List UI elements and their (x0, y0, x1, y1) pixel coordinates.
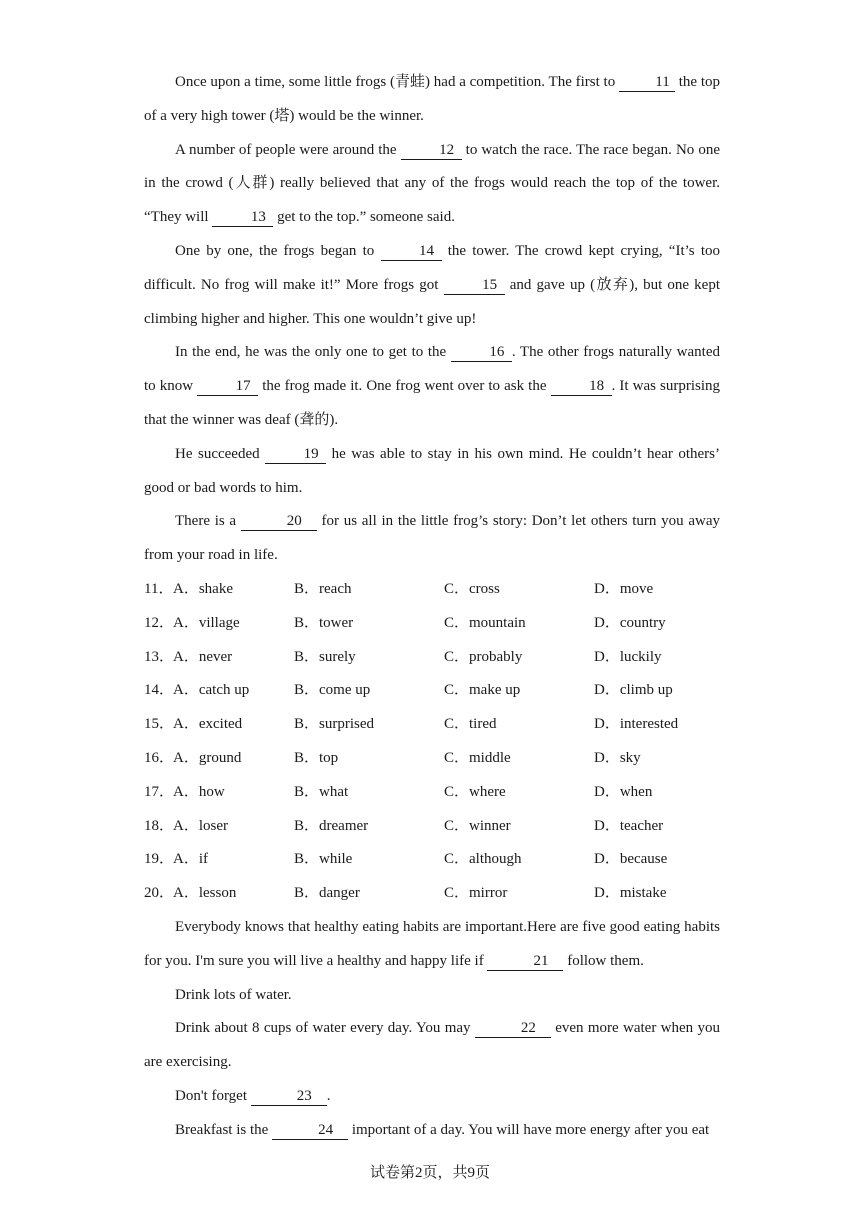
passage2-paragraph-3: Drink about 8 cups of water every day. You may 22 even more water when you are exercising. (144, 1020, 721, 1071)
blank-18[interactable]: 18 (551, 378, 612, 396)
passage1-paragraph-2: A number of people were around the 12 to watch the race. The race began. No one in the crowd (人群) really believed that any of the frogs would reach the top of the tower. “They will 13 get to the top.” someone said. (144, 141, 720, 226)
question-number: 18． (144, 817, 175, 834)
page-footer: 试卷第2页，共9页 (369, 1165, 490, 1181)
option-d[interactable]: D．luckily (594, 648, 662, 665)
option-b[interactable]: B．surprised (294, 716, 374, 733)
option-a[interactable]: A．if (173, 851, 208, 868)
option-a[interactable]: A．lesson (173, 885, 237, 902)
blank-16[interactable]: 16 (451, 344, 512, 362)
option-a[interactable]: A．shake (173, 580, 233, 597)
option-d[interactable]: D．country (594, 614, 666, 631)
blank-19[interactable]: 19 (265, 446, 326, 464)
option-b[interactable]: B．while (294, 851, 353, 868)
option-b[interactable]: B．dreamer (294, 817, 369, 834)
option-c[interactable]: C．mirror (444, 885, 508, 902)
option-d[interactable]: D．teacher (594, 817, 664, 834)
question-row-19 (144, 843, 720, 877)
option-a[interactable]: A．excited (173, 716, 243, 733)
blank-20[interactable]: 20 (241, 513, 317, 531)
blank-14[interactable]: 14 (381, 243, 442, 261)
question-row-16 (144, 742, 720, 776)
question-row-15 (144, 708, 720, 742)
passage1-paragraph-1: Once upon a time, some little frogs (青蛙) had a competition. The first to 11 the top of a very high tower (塔) would be the winner. (144, 74, 720, 124)
option-a[interactable]: A．ground (173, 749, 242, 766)
question-number: 11． (144, 580, 174, 597)
blank-13[interactable]: 13 (212, 209, 273, 227)
blank-22[interactable]: 22 (475, 1020, 551, 1038)
question-number: 14． (144, 682, 175, 699)
question-number: 12． (144, 614, 175, 631)
blank-24[interactable]: 24 (272, 1122, 348, 1140)
passage2-paragraph-5: Breakfast is the 24 important of a day. You will have more energy after you eat (175, 1121, 710, 1138)
question-number: 13． (144, 648, 175, 665)
option-d[interactable]: D．because (594, 851, 668, 868)
option-d[interactable]: D．interested (594, 716, 679, 733)
question-row-11 (144, 573, 720, 607)
passage2-paragraph-2: Drink lots of water. (175, 986, 292, 1003)
blank-21[interactable]: 21 (487, 953, 563, 971)
option-c[interactable]: C．cross (444, 580, 500, 597)
passage2-paragraph-1: Everybody knows that healthy eating habits are important.Here are five good eating habits for you. I'm sure you will live a healthy and happy life if 21 follow them. (144, 918, 720, 969)
option-d[interactable]: D．climb up (594, 682, 673, 699)
passage2-paragraph-4: Don't forget 23 . (175, 1087, 331, 1104)
option-c[interactable]: C．mountain (444, 614, 526, 631)
option-c[interactable]: C．make up (444, 682, 521, 699)
option-c[interactable]: C．tired (444, 716, 497, 733)
answer-options-list (144, 573, 720, 911)
option-c[interactable]: C．although (444, 851, 522, 868)
option-c[interactable]: C．winner (444, 817, 511, 834)
question-number: 19． (144, 851, 175, 868)
option-d[interactable]: D．move (594, 580, 654, 597)
option-d[interactable]: D．when (594, 783, 653, 800)
option-a[interactable]: A．never (173, 648, 233, 665)
passage1-paragraph-3: One by one, the frogs began to 14 the tower. The crowd kept crying, “It’s too difficult. No frog will make it!” More frogs got 15 and gave up (放弃), but one kept climbing higher and higher. This one wouldn’t give up! (144, 242, 720, 327)
option-b[interactable]: B．what (294, 783, 349, 800)
passage1-paragraph-5: He succeeded 19 he was able to stay in his own mind. He couldn’t hear others’ good or bad words to him. (144, 445, 720, 496)
option-b[interactable]: B．come up (294, 682, 371, 699)
option-d[interactable]: D．sky (594, 749, 641, 766)
blank-17[interactable]: 17 (197, 378, 258, 396)
option-b[interactable]: B．reach (294, 580, 352, 597)
option-a[interactable]: A．catch up (173, 682, 250, 699)
option-b[interactable]: B．top (294, 749, 339, 766)
option-b[interactable]: B．tower (294, 614, 354, 631)
question-number: 17． (144, 783, 175, 800)
option-a[interactable]: A．how (173, 783, 225, 800)
blank-23[interactable]: 23 (251, 1088, 327, 1106)
option-c[interactable]: C．where (444, 783, 506, 800)
passage1-paragraph-6: There is a 20 for us all in the little frog’s story: Don’t let others turn you away from your road in life. (144, 513, 721, 564)
question-number: 16． (144, 749, 175, 766)
question-row-20 (144, 877, 720, 911)
option-c[interactable]: C．middle (444, 749, 511, 766)
question-row-13 (144, 641, 720, 675)
option-b[interactable]: B．danger (294, 885, 360, 902)
option-d[interactable]: D．mistake (594, 885, 667, 902)
question-row-14 (144, 674, 720, 708)
question-number: 15． (144, 716, 175, 733)
blank-12[interactable]: 12 (401, 142, 462, 160)
question-row-12 (144, 607, 720, 641)
blank-11[interactable]: 11 (619, 74, 675, 92)
question-row-18 (144, 810, 720, 844)
option-a[interactable]: A．village (173, 614, 240, 631)
question-number: 20． (144, 885, 175, 902)
option-c[interactable]: C．probably (444, 648, 523, 665)
question-row-17 (144, 776, 720, 810)
passage1-paragraph-4: In the end, he was the only one to get to the 16 . The other frogs naturally wanted to know 17 the frog made it. One frog went over to ask the 18 . It was surprising that the winner was deaf (聋的). (144, 344, 721, 428)
exam-page-content (144, 66, 720, 1148)
option-a[interactable]: A．loser (173, 817, 228, 834)
option-b[interactable]: B．surely (294, 648, 356, 665)
blank-15[interactable]: 15 (444, 277, 505, 295)
